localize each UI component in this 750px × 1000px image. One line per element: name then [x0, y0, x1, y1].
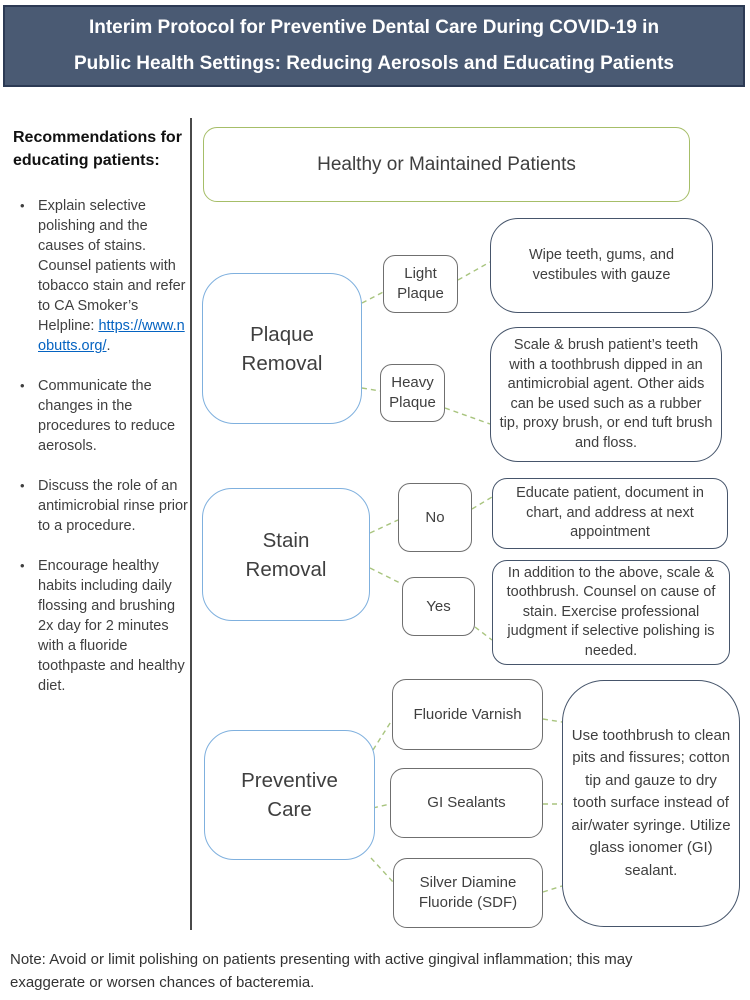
preventive-outcome-box: Use toothbrush to clean pits and fissures; cotton tip and gauze to dry tooth surface instead of air/water syringe. Utilize glass ionomer (GI) sealant.	[562, 680, 740, 927]
stain-removal-box: Stain Removal	[202, 488, 370, 621]
bullet-text: Explain selective polishing and the causes of stains. Counsel patients with tobacco stain and refer to CA Smoker’s Helpline:	[38, 198, 186, 334]
title-line-1: Interim Protocol for Preventive Dental Care During COVID-19 in	[88, 17, 660, 38]
yes-box: Yes	[402, 577, 475, 636]
fluoride-varnish-box: Fluoride Varnish	[392, 679, 543, 750]
list-item	[13, 556, 188, 696]
divider-line	[190, 118, 192, 930]
gi-sealants-box: GI Sealants	[390, 768, 543, 838]
smokers-helpline-link[interactable]: https://www.nobutts.org/	[38, 318, 185, 354]
bullet-text: Encourage healthy habits including daily flossing and brushing 2x day for 2 minutes with a fluoride toothpaste and healthy diet.	[38, 558, 185, 694]
sdf-box: Silver Diamine Fluoride (SDF)	[393, 858, 543, 928]
bullet-text: Communicate the changes in the procedures to reduce aerosols.	[38, 378, 176, 454]
title-line-2: Public Health Settings: Reducing Aerosols and Educating Patients	[74, 53, 674, 74]
no-box: No	[398, 483, 472, 552]
in-addition-box: In addition to the above, scale & toothbrush. Counsel on cause of stain. Exercise professional judgment if selective polishing is needed.	[492, 560, 730, 665]
bullet-text-suffix: .	[106, 338, 111, 354]
sidebar	[13, 126, 188, 716]
healthy-patients-box: Healthy or Maintained Patients	[203, 127, 690, 202]
heavy-plaque-box: Heavy Plaque	[380, 364, 445, 422]
list-item	[13, 476, 188, 536]
footer-note: Note: Avoid or limit polishing on patients presenting with active gingival inflammation; this may exaggerate or worsen chances of bacteremia.	[10, 951, 633, 991]
preventive-care-box: Preventive Care	[204, 730, 375, 860]
bullet-list	[13, 196, 188, 696]
scale-brush-box: Scale & brush patient’s teeth with a toothbrush dipped in an antimicrobial agent. Other aids can be used such as a rubber tip, proxy brush, or end tuft brush and floss.	[490, 327, 722, 462]
list-item	[13, 196, 188, 356]
title-banner	[3, 5, 745, 87]
plaque-removal-box: Plaque Removal	[202, 273, 362, 424]
sidebar-heading: Recommendations for educating patients:	[13, 129, 182, 169]
wipe-gauze-box: Wipe teeth, gums, and vestibules with gauze	[490, 218, 713, 313]
light-plaque-box: Light Plaque	[383, 255, 458, 313]
bullet-text: Discuss the role of an antimicrobial rinse prior to a procedure.	[38, 478, 188, 534]
list-item	[13, 376, 188, 456]
educate-patient-box: Educate patient, document in chart, and address at next appointment	[492, 478, 728, 549]
